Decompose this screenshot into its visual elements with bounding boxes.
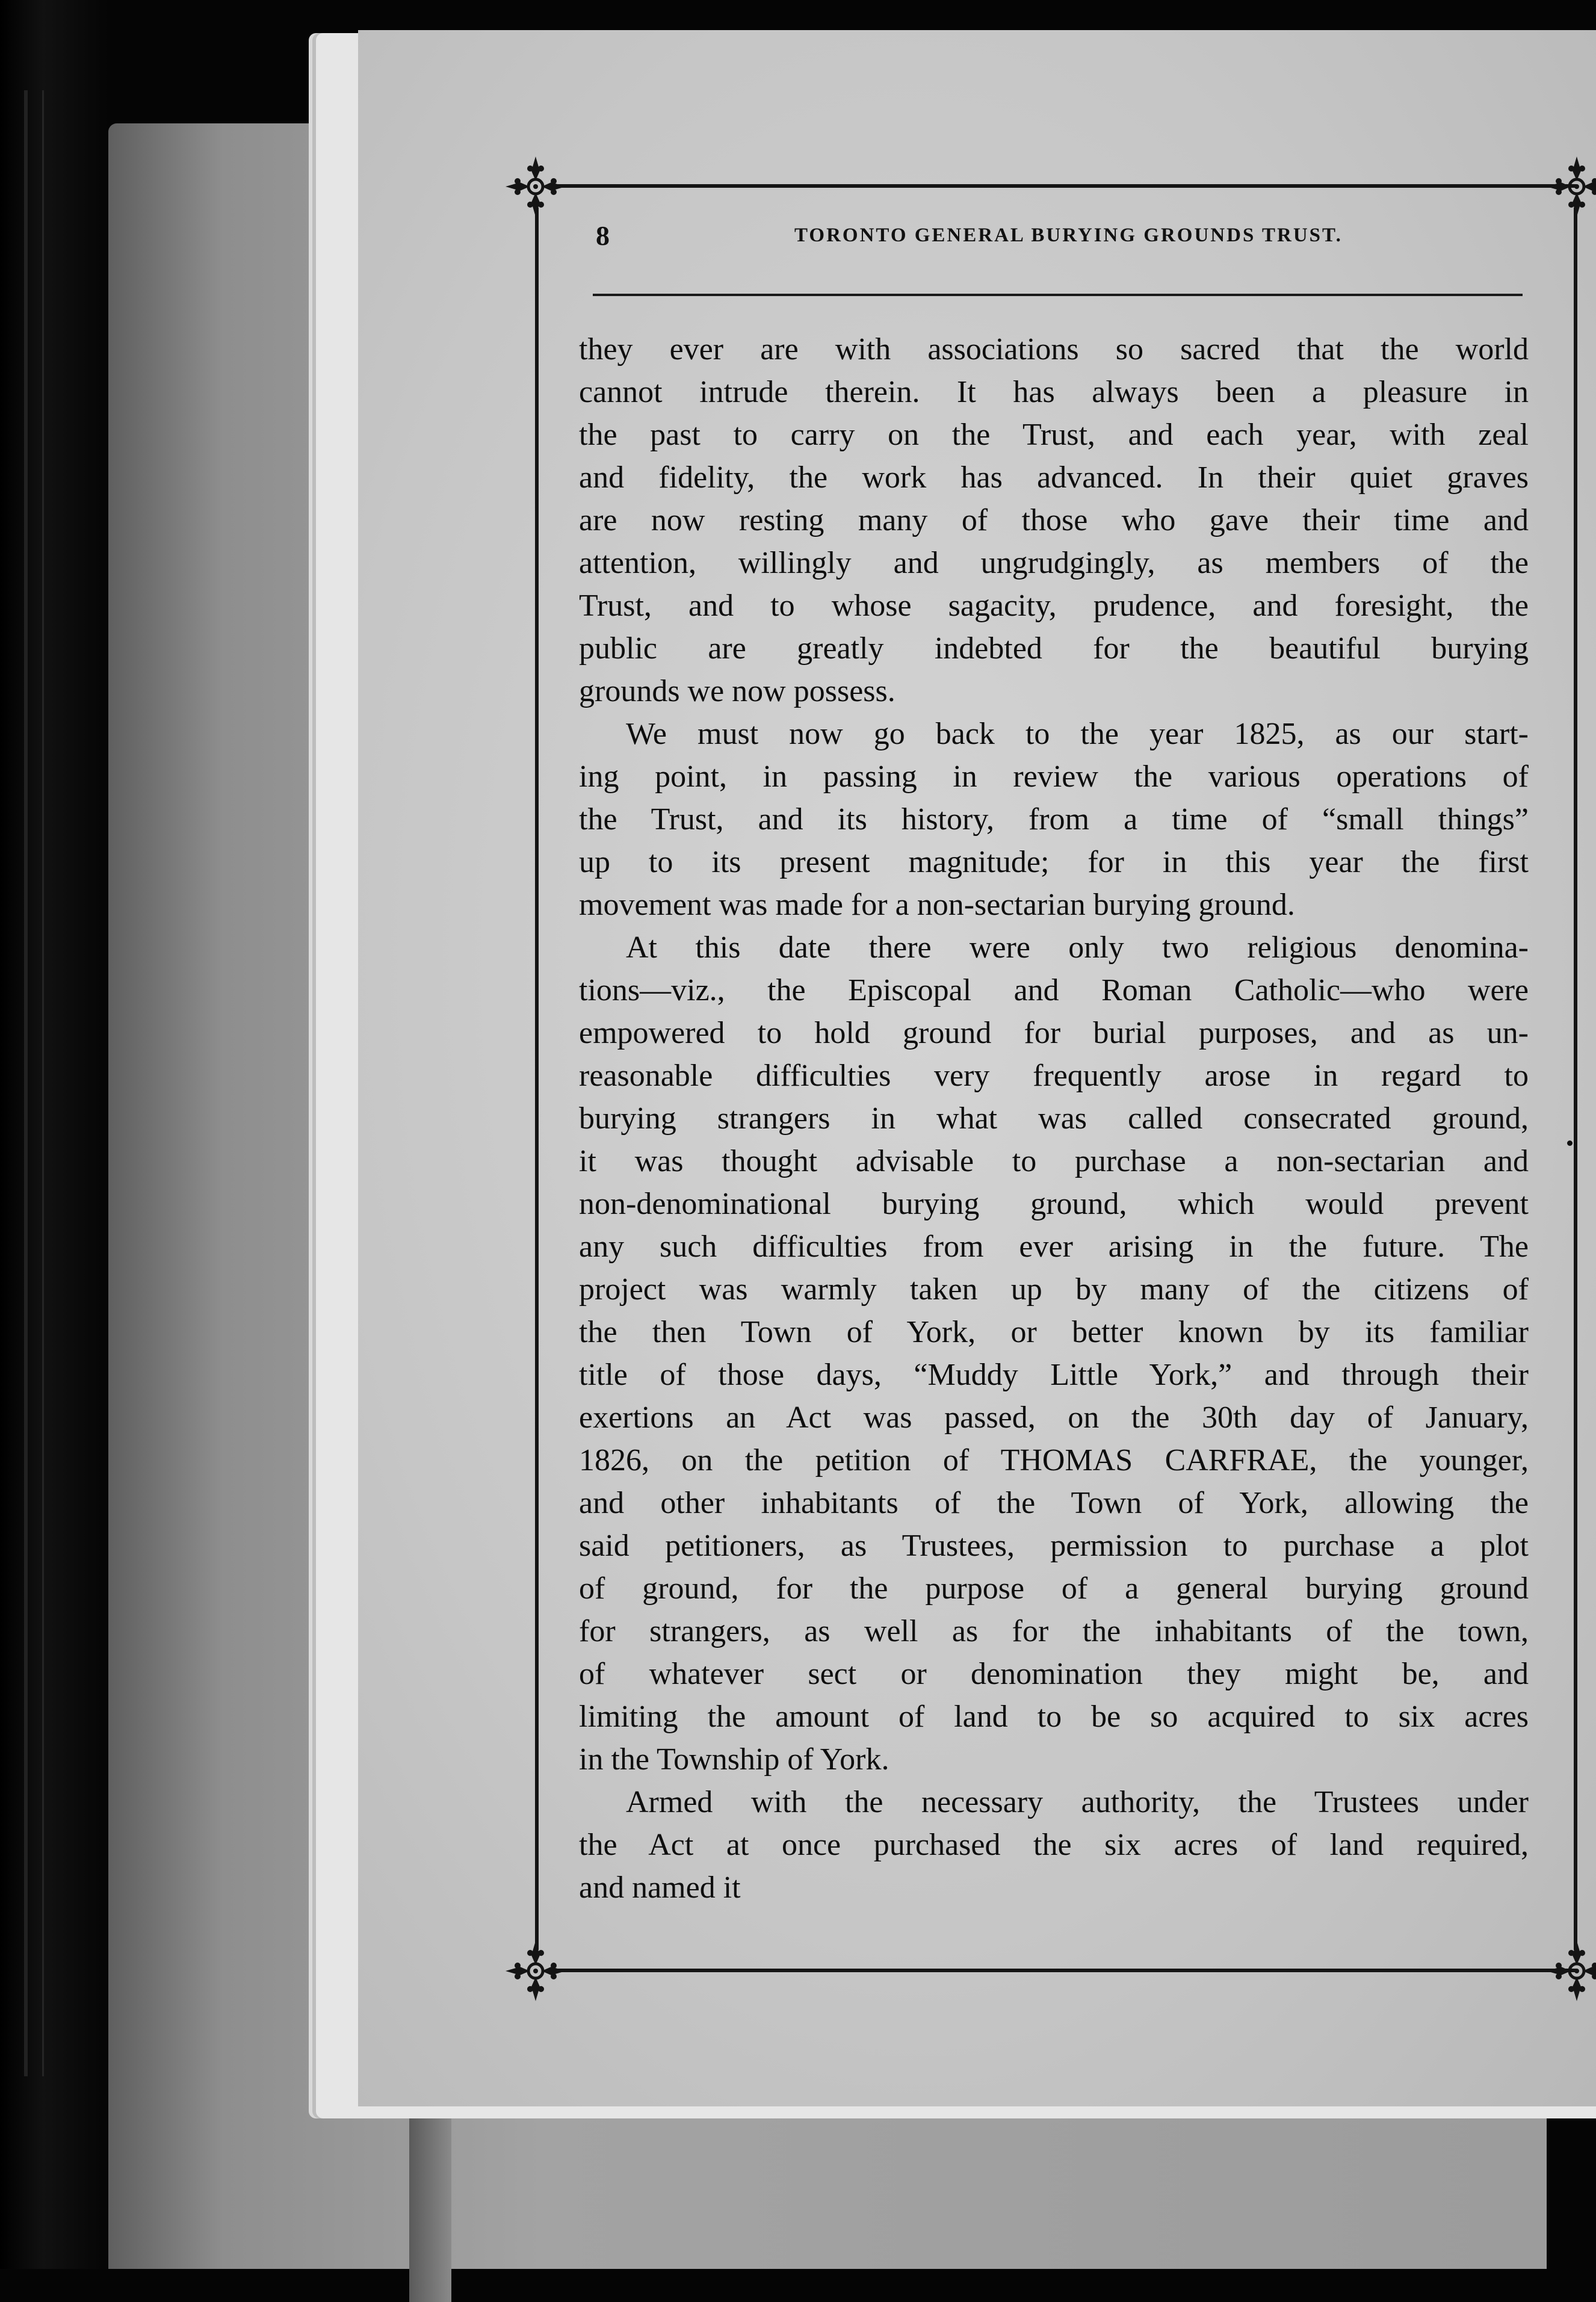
fleuron-cross-icon [1541,1935,1596,2007]
text-line: public are greatly indebted for the beautiful burying [579,631,1529,666]
text-line: Armed with the necessary authority, the Trustees under [626,1785,1529,1819]
film-streak [24,90,28,2076]
film-streak [42,90,44,2076]
text-line: grounds we now possess. [579,674,895,708]
film-edge [0,0,108,2269]
text-line: said petitioners, as Trustees, permission to purchase a plot [579,1529,1529,1563]
text-line: it was thought advisable to purchase a non-sectarian and [579,1144,1529,1178]
text-line: the Trust, and its history, from a time of “small things” [579,802,1529,837]
frame-right-rule [1574,208,1577,1950]
text-line: for strangers, as well as for the inhabitants of the town, [579,1614,1529,1648]
text-line: of whatever sect or denomination they might be, and [579,1657,1529,1691]
text-line: are now resting many of those who gave their time and [579,503,1529,537]
paragraph [579,328,1529,713]
text-line: Trust, and to whose sagacity, prudence, and foresight, the [579,589,1529,623]
text-line: attention, willingly and ungrudgingly, as members of the [579,546,1529,580]
text-line: up to its present magnitude; for in this year the first [579,845,1529,879]
text-line: 1826, on the petition of THOMAS CARFRAE, the younger, [579,1443,1529,1477]
frame-left-rule [535,208,539,1950]
text-line: in the Township of York. [579,1742,889,1777]
text-line: empowered to hold ground for burial purposes, and as un- [579,1016,1529,1050]
running-title: TORONTO GENERAL BURYING GROUNDS TRUST. [794,224,1343,246]
page-number: 8 [596,220,610,251]
text-line: the Act at once purchased the six acres of land required, [579,1828,1529,1862]
text-line: tions—viz., the Episcopal and Roman Catholic—who were [579,973,1529,1007]
text-line: reasonable difficulties very frequently arose in regard to [579,1059,1529,1093]
scan-speck [1567,1140,1573,1146]
fleuron-cross-icon [500,1935,572,2007]
text-line: title of those days, “Muddy Little York,” and through their [579,1358,1529,1392]
text-line: of ground, for the purpose of a general burying ground [579,1571,1529,1606]
body-text [579,328,1529,1909]
running-head [596,220,1535,256]
header-rule [593,294,1523,296]
text-line: limiting the amount of land to be so acquired to six acres [579,1700,1529,1734]
fleuron-cross-icon [1541,150,1596,223]
text-line: the past to carry on the Trust, and each year, with zeal [579,418,1529,452]
text-line: movement was made for a non-sectarian burying ground. [579,888,1295,922]
text-line: non-denominational burying ground, which would prevent [579,1187,1529,1221]
paragraph [579,1781,1529,1909]
text-line: ing point, in passing in review the various operations of [579,760,1529,794]
paragraph [579,713,1529,926]
frame-bottom-rule [554,1969,1577,1972]
frame-top-rule [554,184,1577,188]
text-line: the then Town of York, or better known by its familiar [579,1315,1529,1349]
text-line: We must now go back to the year 1825, as our start- [626,717,1529,751]
paragraph [579,926,1529,1781]
text-line: and other inhabitants of the Town of York, allowing the [579,1486,1529,1520]
fleuron-cross-icon [500,150,572,223]
text-line: burying strangers in what was called consecrated ground, [579,1101,1529,1136]
text-line: they ever are with associations so sacred that the world [579,332,1529,367]
text-line: exertions an Act was passed, on the 30th day of January, [579,1400,1529,1435]
text-line: project was warmly taken up by many of the citizens of [579,1272,1529,1307]
text-line: and named it [579,1870,741,1905]
text-line: cannot intrude therein. It has always been a pleasure in [579,375,1529,409]
text-line: At this date there were only two religious denomina- [626,930,1529,965]
text-line: any such difficulties from ever arising in the future. The [579,1230,1529,1264]
text-line: and fidelity, the work has advanced. In their quiet graves [579,460,1529,495]
